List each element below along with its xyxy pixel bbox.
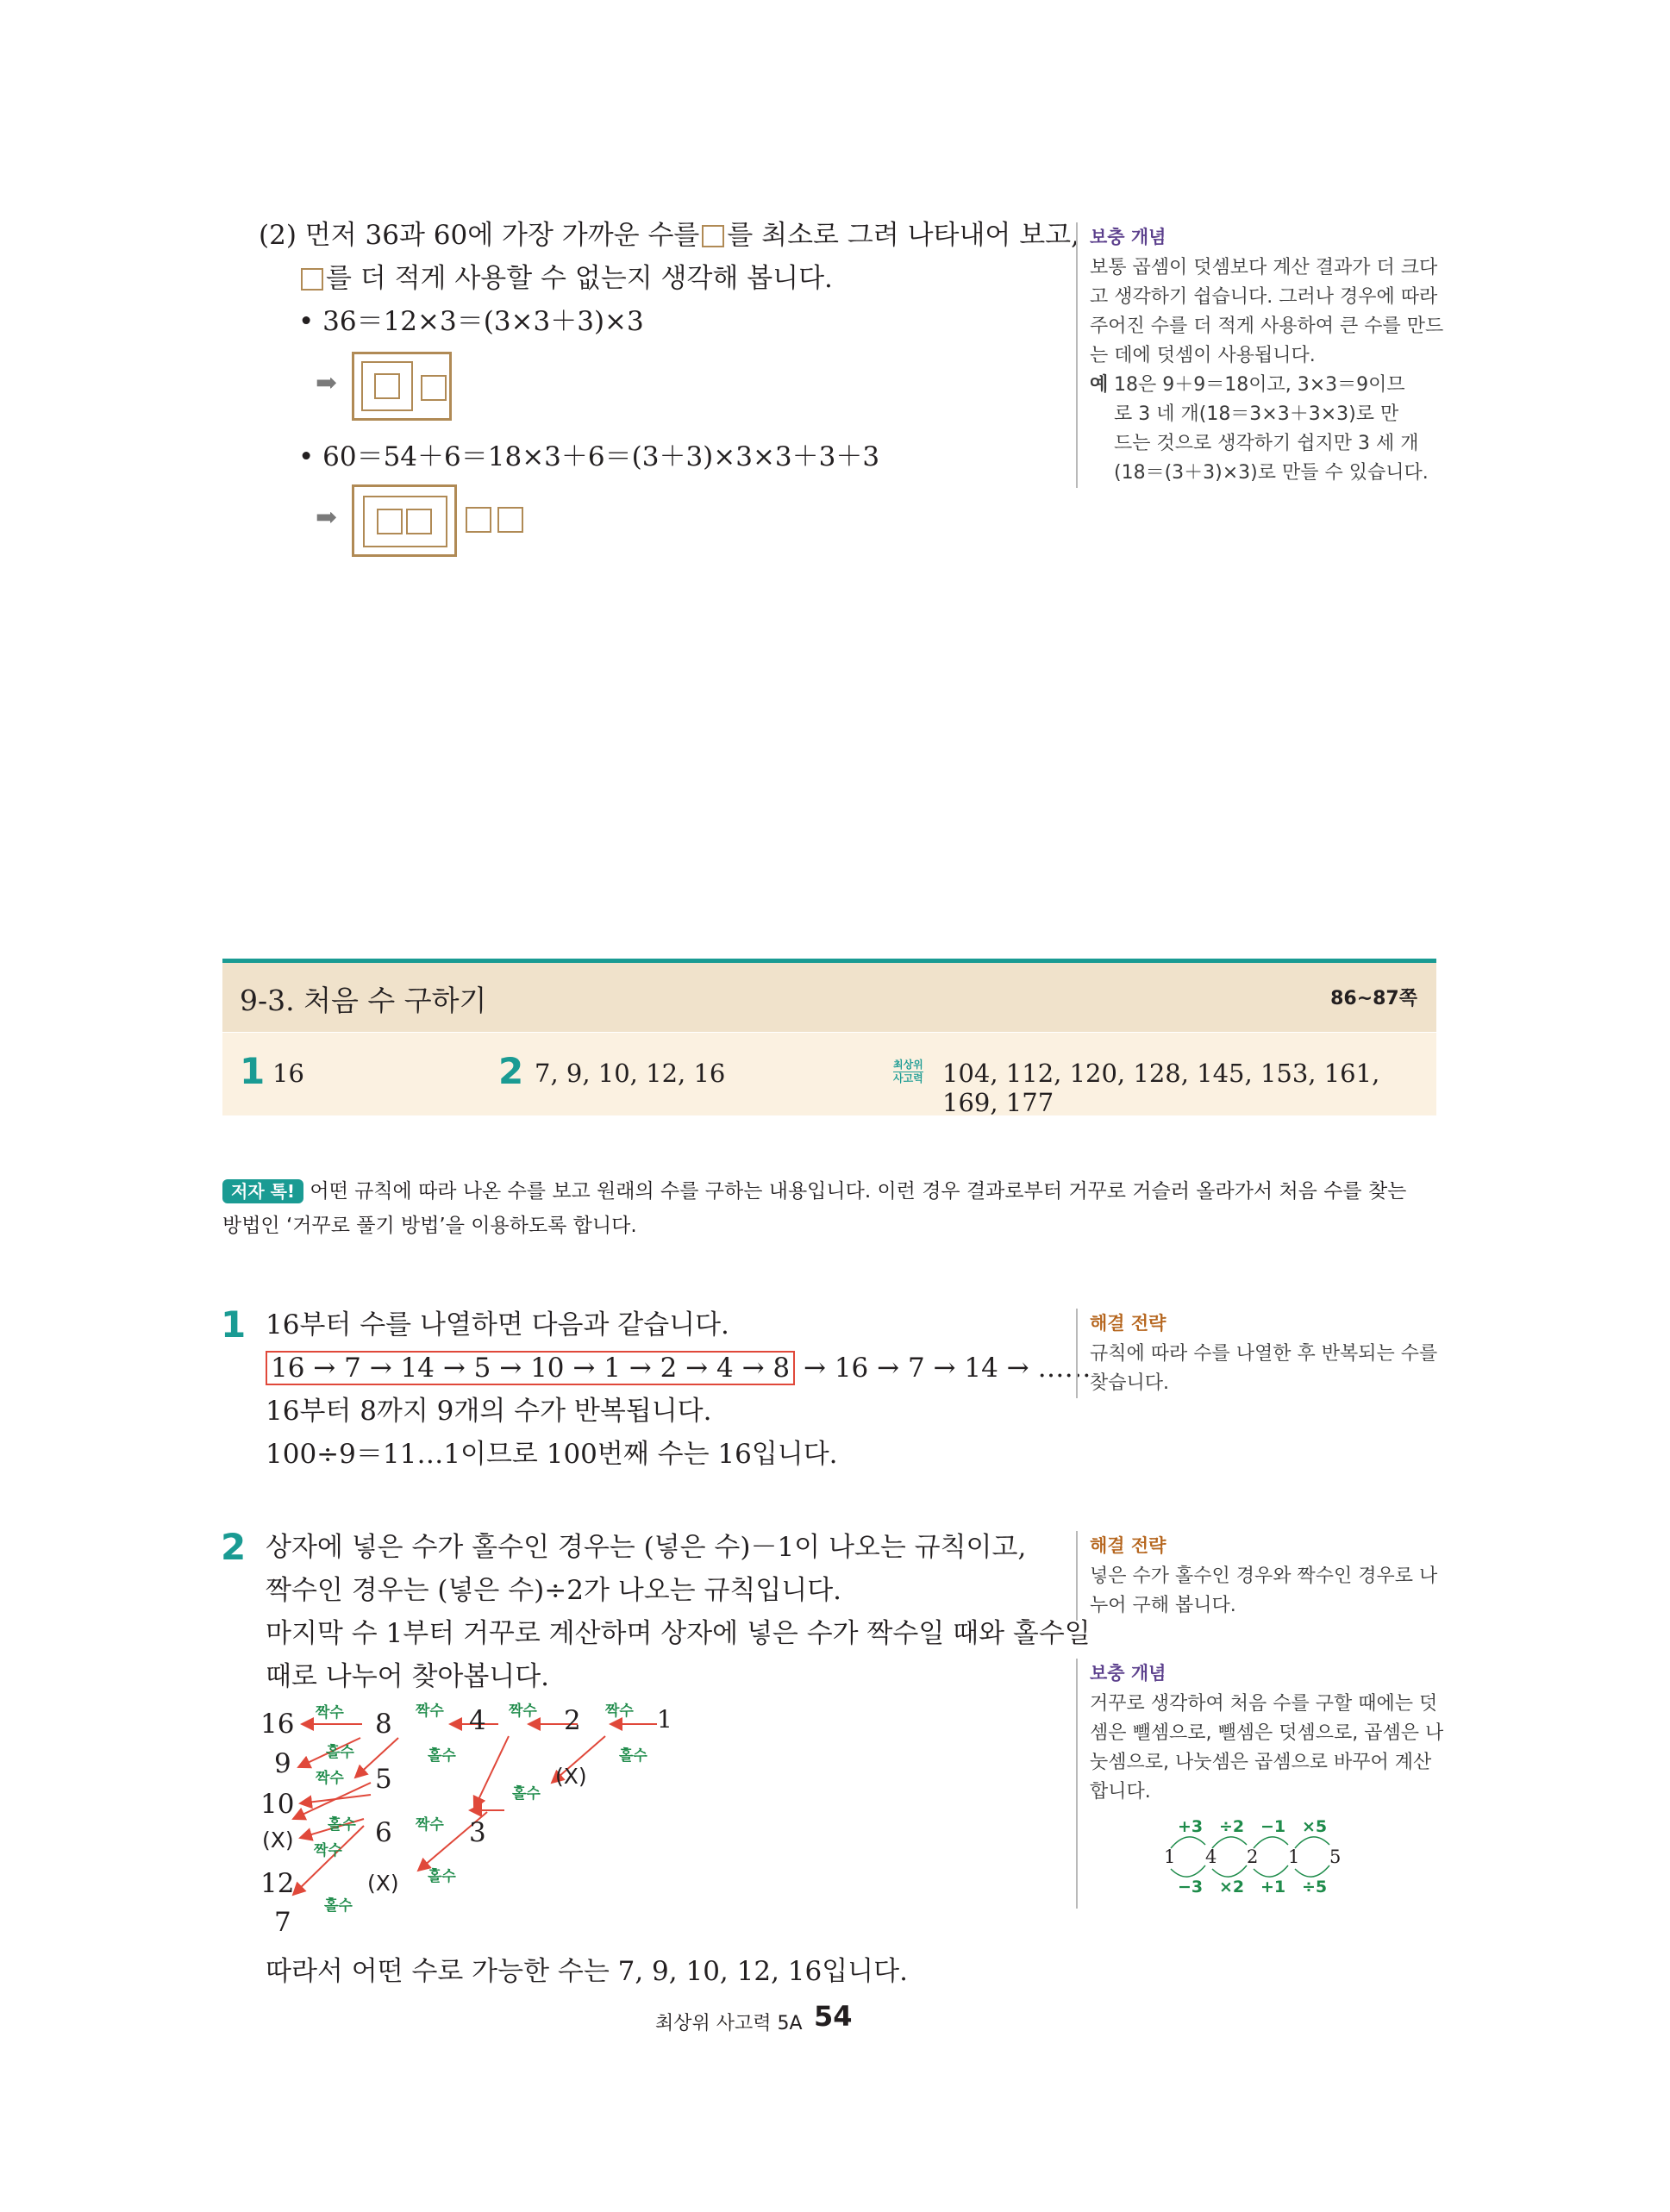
repeating-cycle-box: 16 → 7 → 14 → 5 → 10 → 1 → 2 → 4 → 8: [266, 1351, 795, 1385]
author-tip: 저자 톡! 어떤 규칙에 따라 나온 수를 보고 원래의 수를 구하는 내용입니다. 이런 경우 결과로부터 거꾸로 거슬러 올라가서 처음 수를 찾는: [222, 1174, 1438, 1209]
answer-value: 7, 9, 10, 12, 16: [535, 1059, 726, 1088]
node-6: 6: [375, 1817, 392, 1848]
answer-number: 1: [240, 1050, 266, 1092]
arrow-icon: ➡: [316, 368, 338, 398]
node-16: 16: [260, 1709, 295, 1740]
figure-60: [352, 484, 457, 557]
page-range: 86~87쪽: [1330, 988, 1417, 1009]
node-1: 1: [657, 1705, 672, 1734]
impossible-mark: (X): [367, 1871, 399, 1896]
square-symbol: [702, 225, 724, 247]
unit-square: [374, 373, 400, 399]
top-level-label: 최상위 사고력: [893, 1059, 923, 1084]
p2-line-1: 상자에 넣은 수가 홀수인 경우는 (넣은 수)－1이 나오는 규칙이고,: [266, 1532, 1027, 1563]
side-title: 해결 전략: [1090, 1535, 1166, 1556]
p1-line-3: 16부터 8까지 9개의 수가 반복됩니다.: [266, 1396, 712, 1427]
diagram-labels: 16 9 10 (X) 12 7 8 5 6 (X) 4 3 2 (X) 1 짝수 짝수 짝수 짝수 홀수 홀수 홀수 짝수 홀수 홀수 짝수 짝수 홀수 홀수: [260, 1703, 672, 1938]
unit-square: [406, 509, 432, 534]
answer-bar: [222, 1033, 1436, 1115]
node-8: 8: [375, 1709, 392, 1740]
node-5: 5: [375, 1764, 392, 1795]
node-4: 4: [469, 1705, 486, 1736]
top-line-1: (2) 먼저 36과 60에 가장 가까운 수를 를 최소로 그려 나타내어 보고,: [259, 220, 1079, 251]
problem-number: 1: [221, 1303, 247, 1346]
impossible-mark: (X): [555, 1764, 587, 1789]
p2-line-4: 때로 나누어 찾아봅니다.: [266, 1661, 550, 1692]
inner-frame: [361, 361, 413, 411]
square-symbol: [301, 268, 323, 291]
inner-frame: [363, 496, 447, 547]
side-strategy-2: 해결 전략 넣은 수가 홀수인 경우와 짝수인 경우로 나 누어 구해 봅니다.: [1076, 1531, 1469, 1621]
side-title: 보충 개념: [1090, 1663, 1166, 1684]
answer-value: 16: [272, 1059, 304, 1088]
p1-line-4: 100÷9＝11…1이므로 100번째 수는 16입니다.: [266, 1439, 838, 1470]
answer-number: 2: [498, 1050, 524, 1092]
node-12: 12: [260, 1868, 295, 1899]
p2-conclusion: 따라서 어떤 수로 가능한 수는 7, 9, 10, 12, 16입니다.: [266, 1956, 908, 1987]
side-concept-2: 보충 개념 거꾸로 생각하여 처음 수를 구할 때에는 덧 셈은 뺄셈으로, 뺄셈은 덧셈으로, 곱셈은 나 눗셈으로, 나눗셈은 곱셈으로 바꾸어 계산 합니다.: [1076, 1659, 1469, 1909]
p2-line-3: 마지막 수 1부터 거꾸로 계산하며 상자에 넣은 수가 짝수일 때와 홀수일: [266, 1618, 1091, 1649]
node-10: 10: [260, 1789, 295, 1820]
node-3: 3: [469, 1817, 486, 1848]
author-tip-line-2: 방법인 ‘거꾸로 풀기 방법’을 이용하도록 합니다.: [222, 1215, 637, 1237]
section-header: [222, 959, 1436, 1032]
author-tip-badge: 저자 톡!: [222, 1179, 303, 1203]
side-strategy-1: 해결 전략 규칙에 따라 수를 나열한 후 반복되는 수를 찾습니다.: [1076, 1309, 1469, 1398]
side-concept-1: 보충 개념 보통 곱셈이 덧셈보다 계산 결과가 더 크다 고 생각하기 쉽습니다. 그러나 경우에 따라 주어진 수를 더 적게 사용하여 큰 수를 만드 는 데에 덧셈이 사용됩니다. 예 18은 9＋9＝18이고, 3×3＝9이므 로 3 네 개(18＝3×3＋3×3)로 만 드는 것으로 생각하기 쉽지만 3 세 개 (18＝(3＋3)×3)로 만들 수 있습니다.: [1076, 222, 1469, 488]
unit-square: [421, 375, 447, 401]
unit-square: [466, 507, 491, 533]
unit-square: [497, 507, 523, 533]
node-2: 2: [564, 1705, 581, 1736]
side-title: 해결 전략: [1090, 1313, 1166, 1334]
p2-line-2: 짝수인 경우는 (넣은 수)÷2가 나오는 규칙입니다.: [266, 1575, 842, 1606]
inverse-operations-diagram: +3 ÷2 −1 ×5 1 4 2 1 5 −3 ×2 +1 ÷5: [1164, 1817, 1342, 1896]
footer-book-title: 최상위 사고력 5A: [655, 2013, 803, 2034]
top-level-answers: 104, 112, 120, 128, 145, 153, 161, 169, 177: [942, 1059, 1380, 1117]
figure-36: [352, 352, 452, 421]
example-icon: 예: [1090, 374, 1109, 396]
page-number: 54: [814, 2000, 853, 2033]
node-7: 7: [274, 1907, 291, 1938]
unit-square: [377, 509, 403, 534]
impossible-mark: (X): [262, 1828, 294, 1853]
side-title: 보충 개념: [1090, 227, 1166, 247]
problem-number: 2: [221, 1526, 247, 1568]
p1-line-1: 16부터 수를 나열하면 다음과 같습니다.: [266, 1309, 729, 1340]
arrow-icon: ➡: [316, 503, 338, 533]
top-line-2: 를 더 적게 사용할 수 없는지 생각해 봅니다.: [298, 257, 833, 300]
bullet-60: • 60＝54＋6＝18×3＋6＝(3＋3)×3×3＋3＋3: [298, 441, 880, 472]
p1-sequence: 16 → 7 → 14 → 5 → 10 → 1 → 2 → 4 → 8 → 16 → 7 → 14 → ……: [266, 1347, 1091, 1390]
node-9: 9: [274, 1748, 291, 1779]
section-title: 9-3. 처음 수 구하기: [240, 984, 487, 1017]
bullet-36: • 36＝12×3＝(3×3＋3)×3: [298, 306, 644, 337]
